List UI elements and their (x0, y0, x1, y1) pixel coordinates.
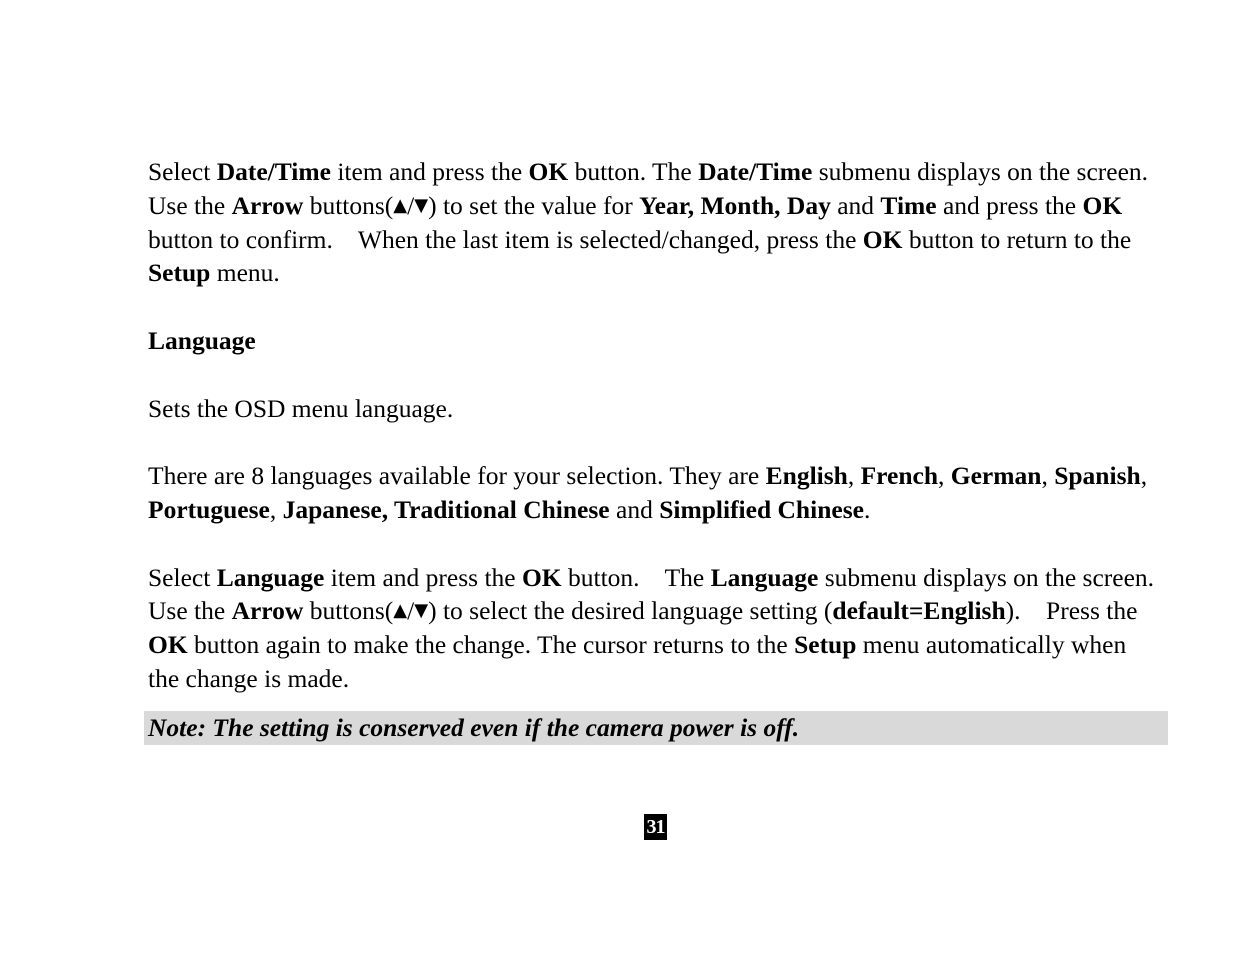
text-run: menu. (210, 258, 280, 288)
text-run: ). Press the (1005, 596, 1144, 626)
language-name: Spanish (1054, 461, 1141, 491)
language-name: German (950, 461, 1042, 491)
bold-term: Arrow (231, 596, 304, 626)
page-body (148, 155, 1180, 696)
text-run: , (269, 494, 283, 524)
text-run: Select (148, 157, 217, 186)
text-run: , (847, 461, 861, 491)
bold-term: Language (216, 562, 325, 592)
bold-term: default=English (832, 596, 1006, 626)
language-name: French (860, 461, 939, 491)
bold-term: OK (521, 562, 562, 592)
up-arrow-icon: ▲ (393, 600, 408, 622)
note-text: Note: The setting is conserved even if the camera power is off. (148, 713, 800, 742)
text-run: button. The (561, 562, 711, 592)
bold-term: Date/Time (216, 157, 331, 186)
bold-term: OK (528, 157, 569, 186)
language-description: Sets the OSD menu language. (148, 393, 454, 423)
text-run: / (407, 596, 415, 626)
languages-list-paragraph (148, 459, 1158, 527)
text-run: and (830, 190, 881, 220)
language-name: English (765, 461, 848, 491)
bold-term: OK (148, 630, 188, 660)
text-run: There are 8 languages available for your selection. They are (148, 461, 766, 491)
text-run: and press the (936, 190, 1083, 220)
text-run: item and press the (330, 157, 529, 186)
language-select-paragraph (148, 561, 1180, 696)
text-run: , (938, 461, 951, 491)
heading-text: Language (148, 325, 256, 355)
text-run: buttons( (303, 596, 394, 626)
bold-term: Time (880, 190, 937, 220)
text-run: buttons( (303, 190, 394, 220)
bold-term: Setup (794, 630, 857, 660)
down-arrow-icon: ▼ (414, 194, 429, 216)
text-run: and (609, 494, 660, 524)
note-box (144, 711, 1168, 745)
text-run: item and press the (324, 562, 522, 592)
text-run: button. The (568, 157, 699, 186)
paragraph-gap (148, 358, 1158, 392)
paragraph-gap (148, 290, 1158, 324)
bold-term: Date/Time (698, 157, 813, 186)
down-arrow-icon: ▼ (414, 600, 429, 622)
text-run: button to return to the (902, 224, 1132, 254)
text-run: , (1041, 461, 1055, 491)
paragraph-gap (148, 527, 1158, 561)
text-run: ) to set the value for (428, 190, 640, 220)
text-run: , (1140, 461, 1148, 491)
text-run: / (407, 190, 415, 220)
datetime-paragraph (148, 155, 1174, 290)
text-run: menu automatically when the change is made. (148, 630, 1127, 693)
text-run: submenu displays on the screen. Use the (148, 157, 1174, 220)
text-run: submenu displays on the screen. Use the (148, 562, 1180, 626)
bold-term: Year, Month, Day (639, 190, 831, 220)
page-number: 31 (644, 814, 667, 840)
text-run: button to confirm. When the last item is selected/changed, press the (148, 190, 1129, 254)
bold-term: Setup (148, 258, 211, 288)
language-name: Portuguese (148, 494, 270, 524)
text-run: Select (148, 562, 217, 592)
language-name: Japanese, Traditional Chinese (282, 494, 610, 524)
up-arrow-icon: ▲ (393, 194, 408, 216)
bold-term: OK (862, 224, 903, 254)
bold-term: OK (1082, 190, 1123, 220)
language-name: Simplified Chinese (659, 494, 864, 524)
bold-term: Language (710, 562, 819, 592)
section-heading-language (148, 324, 1158, 358)
paragraph-gap (148, 425, 1158, 459)
text-run: button again to make the change. The cursor returns to the (187, 630, 795, 660)
text-run: . (863, 494, 871, 524)
text-run: ) to select the desired language setting ( (428, 596, 833, 626)
bold-term: Arrow (231, 190, 304, 220)
